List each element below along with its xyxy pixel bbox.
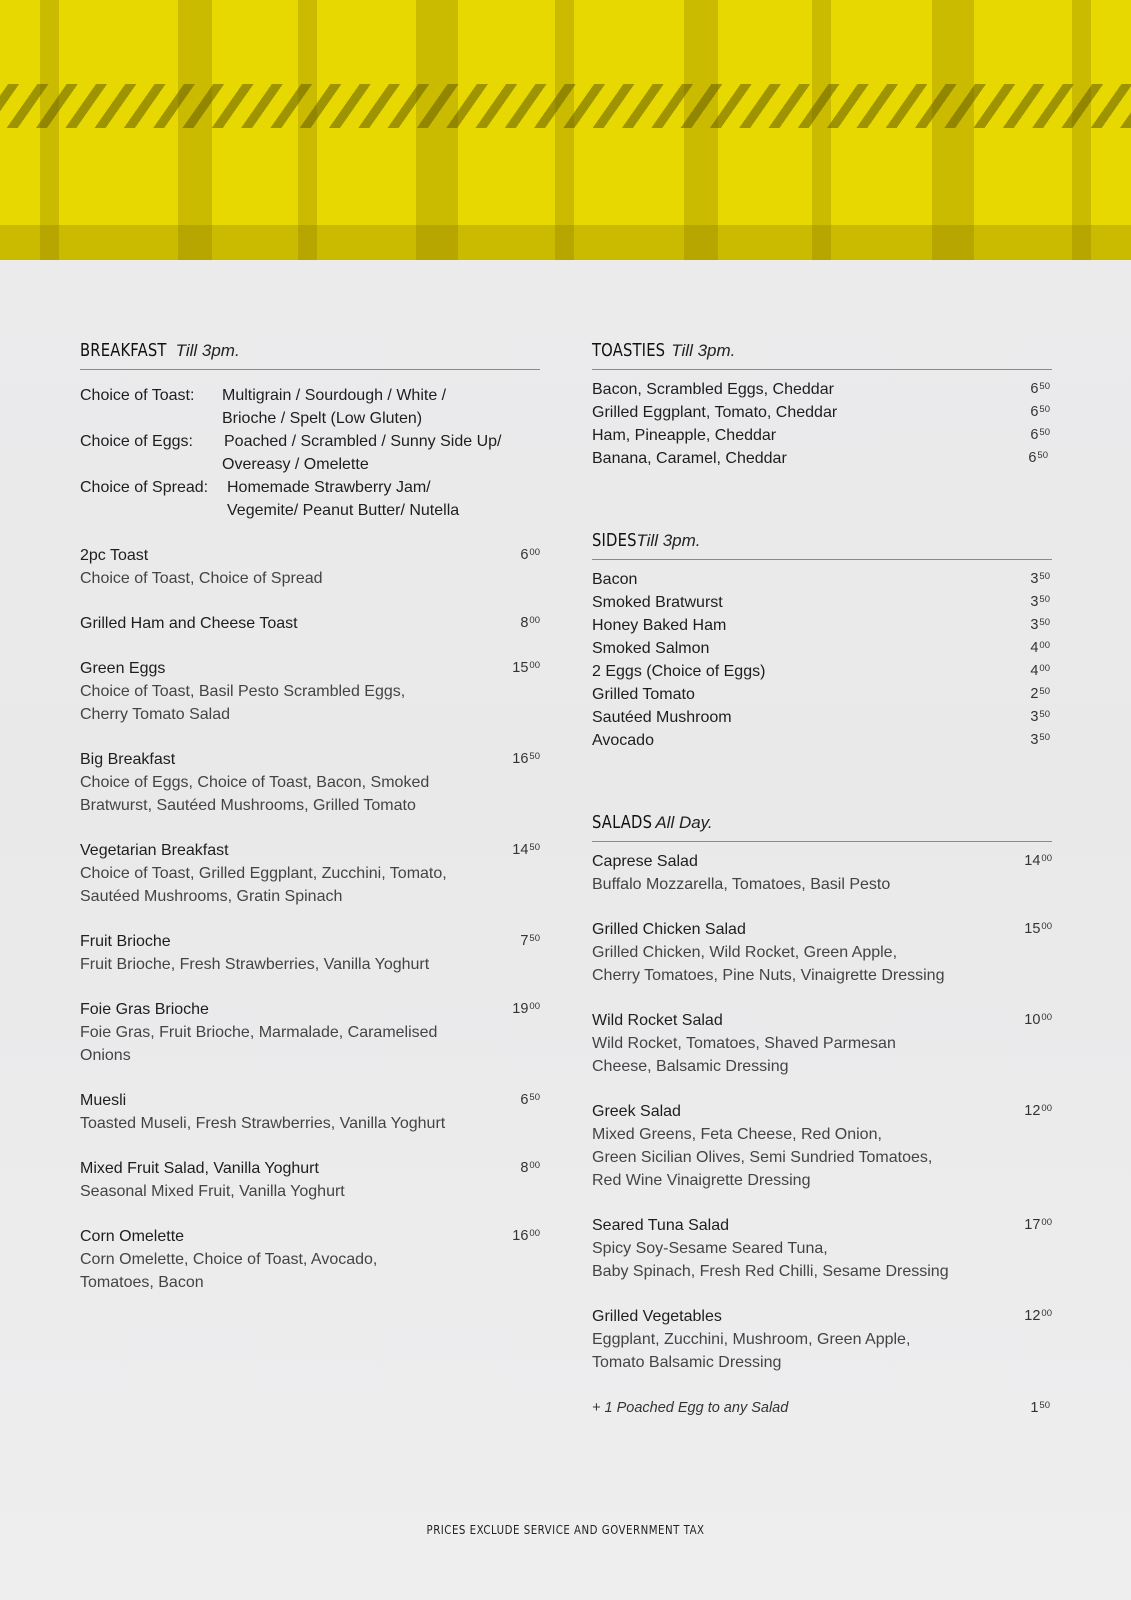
toasties-section xyxy=(592,340,1052,470)
menu-item xyxy=(80,839,540,908)
item-desc: Tomatoes, Bacon xyxy=(80,1274,204,1291)
item-price: $6^{00}$ xyxy=(520,547,540,563)
item-price: $3^{50}$ xyxy=(1030,617,1050,633)
list-item: Bacon $3^{50}$ xyxy=(592,568,1052,591)
item-price: $3^{50}$ xyxy=(1030,709,1050,725)
item-price: $16^{00}$ xyxy=(512,1228,540,1244)
menu-item xyxy=(80,930,540,976)
menu-item xyxy=(80,612,540,635)
item-price: $8^{00}$ xyxy=(520,615,540,631)
item-price: $16^{50}$ xyxy=(512,751,540,767)
item-desc: Tomato Balsamic Dressing xyxy=(592,1354,782,1371)
item-price: $4^{00}$ xyxy=(1030,640,1050,656)
item-desc: Bratwurst, Sautéed Mushrooms, Grilled Tomato xyxy=(80,797,416,814)
sides-list xyxy=(592,568,1052,752)
item-desc: Baby Spinach, Fresh Red Chilli, Sesame Dressing xyxy=(592,1263,949,1280)
choice-spread xyxy=(80,476,540,522)
item-name: Fruit Brioche xyxy=(80,933,171,950)
salad-addon xyxy=(592,1397,1052,1420)
list-item: Sautéed Mushroom $3^{50}$ xyxy=(592,706,1052,729)
item-name: Grilled Vegetables xyxy=(592,1308,722,1325)
menu-item xyxy=(80,1225,540,1294)
menu-item xyxy=(592,1305,1052,1374)
item-price: $3^{50}$ xyxy=(1030,732,1050,748)
item-price: $7^{50}$ xyxy=(520,933,540,949)
section-title: TOASTIES xyxy=(592,340,666,361)
choice-label: Choice of Spread: xyxy=(80,479,209,496)
item-price: $17^{00}$ xyxy=(1024,1217,1052,1233)
list-item: Avocado $3^{50}$ xyxy=(592,729,1052,752)
item-desc: Cherry Tomatoes, Pine Nuts, Vinaigrette Dressing xyxy=(592,967,945,984)
list-item: Ham, Pineapple, Cheddar $6^{50}$ xyxy=(592,424,1052,447)
item-price: $10^{00}$ xyxy=(1024,1012,1052,1028)
item-price: $6^{50}$ xyxy=(520,1092,540,1108)
choice-option-line: Poached / Scrambled / Sunny Side Up/ xyxy=(224,433,502,450)
item-price: $8^{00}$ xyxy=(520,1160,540,1176)
section-availability: Till 3pm. xyxy=(671,341,736,360)
item-desc: Grilled Chicken, Wild Rocket, Green Apple, xyxy=(592,944,898,961)
item-price: $4^{00}$ xyxy=(1030,663,1050,679)
list-item: Grilled Eggplant, Tomato, Cheddar $6^{50}$ xyxy=(592,401,1052,424)
item-name: Muesli xyxy=(80,1092,127,1109)
choice-option-line: Brioche / Spelt (Low Gluten) xyxy=(222,410,423,427)
item-desc: Choice of Toast, Grilled Eggplant, Zucchini, Tomato, xyxy=(80,865,447,882)
list-item: Smoked Bratwurst $3^{50}$ xyxy=(592,591,1052,614)
item-name: Seared Tuna Salad xyxy=(592,1217,729,1234)
section-title: BREAKFAST xyxy=(80,340,167,361)
menu-item xyxy=(80,748,540,817)
choice-option-line: Vegemite/ Peanut Butter/ Nutella xyxy=(227,502,460,519)
item-price: $14^{50}$ xyxy=(512,842,540,858)
item-name: Grilled Chicken Salad xyxy=(592,921,746,938)
item-price: $15^{00}$ xyxy=(512,660,540,676)
item-name: Corn Omelette xyxy=(80,1228,185,1245)
item-name: 2pc Toast xyxy=(80,547,149,564)
choice-eggs xyxy=(80,430,540,476)
item-name: Wild Rocket Salad xyxy=(592,1012,723,1029)
item-name: Greek Salad xyxy=(592,1103,681,1120)
item-price: $2^{50}$ xyxy=(1030,686,1050,702)
item-desc: Seasonal Mixed Fruit, Vanilla Yoghurt xyxy=(80,1183,345,1200)
section-availability: Till 3pm. xyxy=(175,341,240,360)
list-item: Banana, Caramel, Cheddar $6^{50}$ xyxy=(592,447,1052,470)
item-price: $12^{00}$ xyxy=(1024,1103,1052,1119)
sides-section xyxy=(592,530,1052,752)
item-desc: Buffalo Mozzarella, Tomatoes, Basil Pesto xyxy=(592,876,891,893)
item-desc: Foie Gras, Fruit Brioche, Marmalade, Caramelised xyxy=(80,1024,438,1041)
salads-heading xyxy=(592,812,1052,842)
item-desc: Cheese, Balsamic Dressing xyxy=(592,1058,789,1075)
menu-item xyxy=(80,544,540,590)
item-price: $6^{50}$ xyxy=(1030,381,1050,397)
section-title: SALADS xyxy=(592,812,653,833)
addon-name: + 1 Poached Egg to any Salad xyxy=(592,1400,789,1416)
choice-label: Choice of Eggs: xyxy=(80,433,193,450)
choice-label: Choice of Toast: xyxy=(80,387,195,404)
toasties-list xyxy=(592,378,1052,470)
list-item: Bacon, Scrambled Eggs, Cheddar $6^{50}$ xyxy=(592,378,1052,401)
item-desc: Red Wine Vinaigrette Dressing xyxy=(592,1172,811,1189)
item-name: Vegetarian Breakfast xyxy=(80,842,229,859)
sides-heading xyxy=(592,530,1052,560)
right-column xyxy=(592,340,1052,1420)
breakfast-choices xyxy=(80,384,540,522)
item-desc: Wild Rocket, Tomatoes, Shaved Parmesan xyxy=(592,1035,896,1052)
item-name: Foie Gras Brioche xyxy=(80,1001,209,1018)
salads-section xyxy=(592,812,1052,1420)
item-desc: Sautéed Mushrooms, Gratin Spinach xyxy=(80,888,343,905)
choice-option-line: Overeasy / Omelette xyxy=(222,456,369,473)
item-desc: Spicy Soy-Sesame Seared Tuna, xyxy=(592,1240,828,1257)
menu-item xyxy=(80,657,540,726)
item-price: $15^{00}$ xyxy=(1024,921,1052,937)
item-price: $14^{00}$ xyxy=(1024,853,1052,869)
breakfast-section xyxy=(80,340,540,1294)
menu-item xyxy=(592,918,1052,987)
list-item: Smoked Salmon $4^{00}$ xyxy=(592,637,1052,660)
choice-option-line: Multigrain / Sourdough / White / xyxy=(222,387,447,404)
item-price: $19^{00}$ xyxy=(512,1001,540,1017)
list-item: Grilled Tomato $2^{50}$ xyxy=(592,683,1052,706)
item-name: Caprese Salad xyxy=(592,853,698,870)
menu-item xyxy=(80,1157,540,1203)
item-name: Big Breakfast xyxy=(80,751,176,768)
section-availability: All Day. xyxy=(655,813,713,832)
item-price: $12^{00}$ xyxy=(1024,1308,1052,1324)
toasties-heading xyxy=(592,340,1052,370)
tax-footnote: PRICES EXCLUDE SERVICE AND GOVERNMENT TAX xyxy=(426,1523,705,1537)
choice-toast xyxy=(80,384,540,430)
section-availability: Till 3pm. xyxy=(636,531,701,550)
item-price: $3^{50}$ xyxy=(1030,594,1050,610)
item-desc: Mixed Greens, Feta Cheese, Red Onion, xyxy=(592,1126,882,1143)
item-desc: Cherry Tomato Salad xyxy=(80,706,230,723)
menu-item xyxy=(592,850,1052,896)
list-item: Honey Baked Ham $3^{50}$ xyxy=(592,614,1052,637)
item-price: $6^{50}$ xyxy=(1030,427,1050,443)
menu-item xyxy=(80,1089,540,1135)
item-name: Green Eggs xyxy=(80,660,166,677)
item-desc: Eggplant, Zucchini, Mushroom, Green Apple, xyxy=(592,1331,911,1348)
item-desc: Choice of Toast, Basil Pesto Scrambled Eggs, xyxy=(80,683,406,700)
menu-item xyxy=(592,1009,1052,1078)
item-name: Grilled Ham and Cheese Toast xyxy=(80,615,298,632)
item-desc: Onions xyxy=(80,1047,131,1064)
choice-option-line: Homemade Strawberry Jam/ xyxy=(227,479,431,496)
item-desc: Toasted Museli, Fresh Strawberries, Vanilla Yoghurt xyxy=(80,1115,446,1132)
item-desc: Choice of Toast, Choice of Spread xyxy=(80,570,323,587)
item-name: Mixed Fruit Salad, Vanilla Yoghurt xyxy=(80,1160,319,1177)
item-price: $6^{50}$ xyxy=(1028,450,1048,466)
section-title: SIDES xyxy=(592,530,637,551)
item-desc: Choice of Eggs, Choice of Toast, Bacon, Smoked xyxy=(80,774,430,791)
menu-item xyxy=(592,1100,1052,1192)
item-price: $1^{50}$ xyxy=(1030,1400,1050,1416)
list-item: 2 Eggs (Choice of Eggs) $4^{00}$ xyxy=(592,660,1052,683)
menu-item xyxy=(592,1214,1052,1283)
item-desc: Fruit Brioche, Fresh Strawberries, Vanilla Yoghurt xyxy=(80,956,430,973)
item-price: $3^{50}$ xyxy=(1030,571,1050,587)
item-desc: Green Sicilian Olives, Semi Sundried Tomatoes, xyxy=(592,1149,933,1166)
item-desc: Corn Omelette, Choice of Toast, Avocado, xyxy=(80,1251,378,1268)
header-banner xyxy=(0,0,1131,260)
breakfast-heading xyxy=(80,340,540,370)
item-price: $6^{50}$ xyxy=(1030,404,1050,420)
menu-item xyxy=(80,998,540,1067)
